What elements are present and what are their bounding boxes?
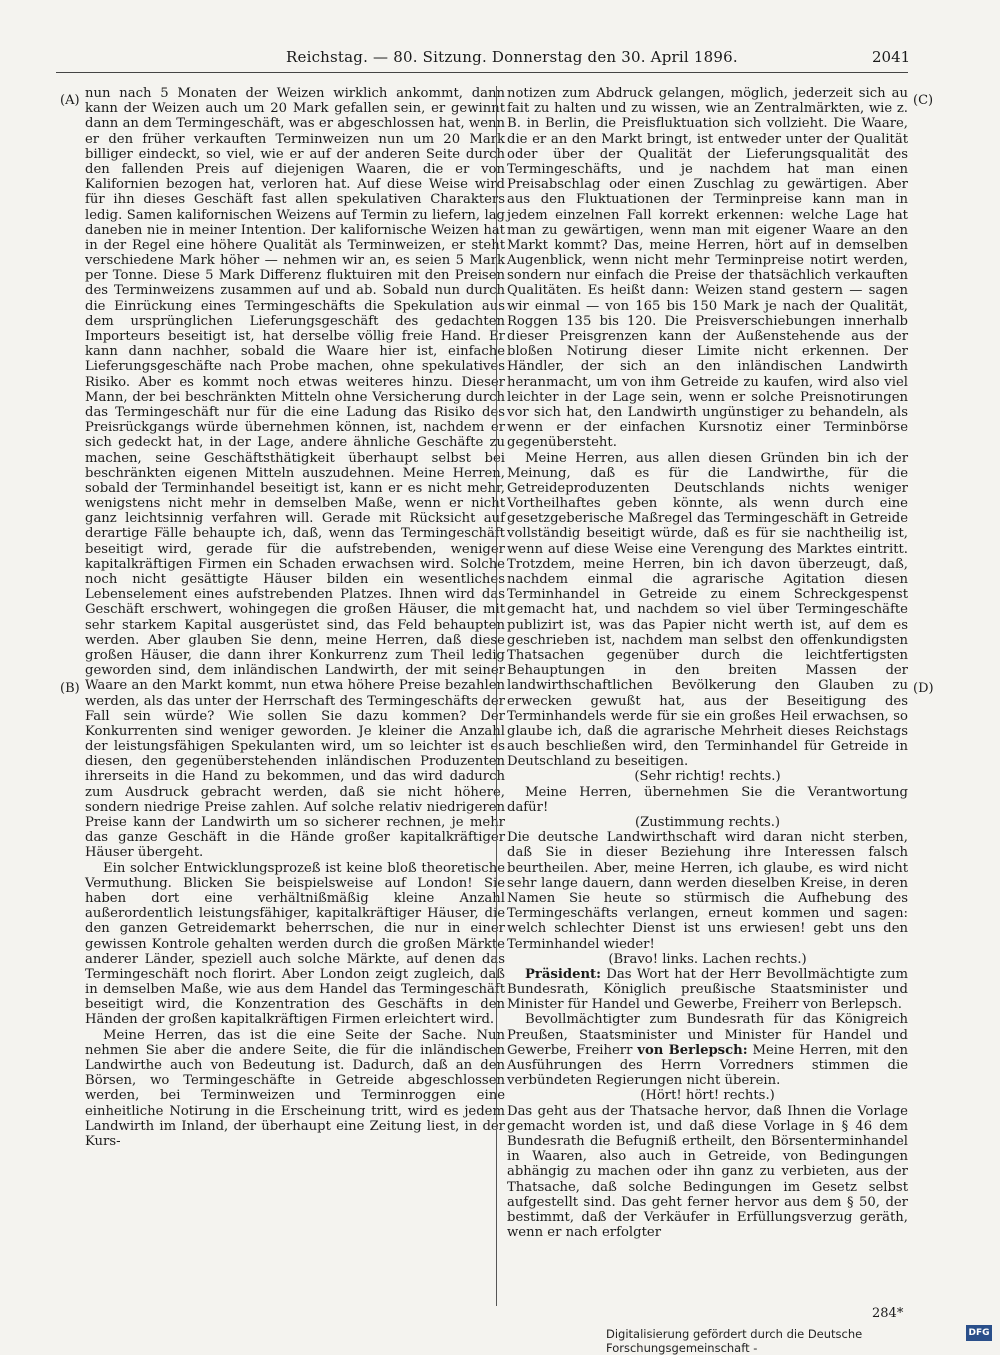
digitization-credit: Digitalisierung gefördert durch die Deutsche Forschungsgemeinschaft - [606,1327,863,1355]
running-title: Reichstag. — 80. Sitzung. Donnerstag den 30. April 1896. [286,48,738,66]
berlepsch-intro: Bevollmächtigter zum Bundesrath für das Königreich Preußen, Staatsminister und Minister für Handel und Gewerbe, Freiherr [507,1012,908,1058]
signature-mark: 284* [872,1306,904,1321]
left-column [85,86,505,1149]
header-rule [56,72,908,73]
right-column [507,86,908,1240]
margin-marker-b: (B) [60,681,80,696]
right-paragraph-2: Meine Herren, aus allen diesen Gründen bin ich der Meinung, daß es für die Landwirthe, für die Getreideproduzenten Deutschlands nichts weniger Vortheilhaftes geben könnte, als wenn durch eine gesetzgeberische Maßregel das Termingeschäft in Getreide vollständig beseitigt würde, daß es für sie nachtheilig ist, wenn auf diese Weise eine Verengung des Marktes eintritt. Trotzdem, meine Herren, bin ich davon überzeugt, daß, nachdem einmal die agrarische Agitation diesen Terminhandel in Getreide zu einem Schreckgespenst gemacht hat, und nachdem so viel über Termingeschäfte publizirt ist, was das Papier nicht werth ist, auf dem es geschrieben ist, nachdem man selbst den offenkundigsten Thatsachen gegenüber durch die leichtfertigsten Behauptungen in den breiten Massen der landwirthschaftlichen Bevölkerung den Glauben zu erwecken gewußt hat, aus der Beseitigung des Terminhandels werde für sie ein großes Heil erwachsen, so glaube ich, daß die agrarische Mehrheit dieses Reichstags auch beschließen wird, den Terminhandel für Getreide in Deutschland zu beseitigen. [507,450,908,770]
margin-marker-d: (D) [913,681,934,696]
speaker-label-berlepsch: von Berlepsch: [637,1042,748,1058]
margin-marker-c: (C) [913,93,934,108]
page-number: 2041 [872,48,911,66]
margin-marker-a: (A) [60,93,80,108]
interjection-2: (Zustimmung rechts.) [634,815,781,830]
interjection-3: (Bravo! links. Lachen rechts.) [608,951,807,967]
left-paragraph-3: Meine Herren, das ist die eine Seite der Sache. Nun nehmen Sie aber die andere Seite, die für die inländischen Landwirthe auch von Bedeutung ist. Dadurch, daß an den Börsen, wo Termingeschäfte in Getreide abgeschlossen werden, bei Terminweizen und Terminroggen eine einheitliche Notirung in die Erscheinung tritt, wird es jedem Landwirth im Inland, der überhaupt eine Zeitung liest, in der Kurs- [85,1027,505,1149]
column-divider [496,86,497,1306]
berlepsch-statement [507,1012,908,1088]
left-paragraph-2: Ein solcher Entwicklungsprozeß ist keine bloß theoretische Vermuthung. Blicken Sie beispielsweise auf London! Sie haben dort eine verhältnißmäßig kleine Anzahl außerordentlich leistungsfähiger, kapitalkräftiger Häuser, die den ganzen Getreidemarkt beherrschen, die nur in einer gewissen Kontrole gehalten werden durch die großen Märkte anderer Länder, speziell auch solche Märkte, auf denen das Termingeschäft noch florirt. Aber London zeigt zugleich, daß in demselben Maße, wie aus dem Handel das Termingeschäft beseitigt wird, die Konzentration des Geschäfts in den Händen der großen kapitalkräftigen Firmen erleichtert wird. [85,860,505,1028]
right-paragraph-4: Die deutsche Landwirthschaft wird daran nicht sterben, daß Sie in dieser Beziehung ihre Interessen falsch beurtheilen. Aber, meine Herren, ich glaube, es wird nicht sehr lange dauern, dann werden dieselben Kreise, in deren Namen Sie heute so stürmisch die Aufhebung des Termingeschäfts verlangen, erneut kommen und sagen: welch schlechter Dienst ist uns erwiesen! gebt uns den Terminhandel wieder! [507,830,908,952]
interjection-1: (Sehr richtig! rechts.) [634,769,781,785]
right-paragraph-3: Meine Herren, übernehmen Sie die Verantwortung dafür! [507,784,908,815]
speaker-label-president: Präsident: [525,966,602,982]
page-header [0,48,1000,70]
left-paragraph-1: nun nach 5 Monaten der Weizen wirklich ankommt, dann kann der Weizen auch um 20 Mark gefallen sein, er gewinnt dann an dem Termingeschäft, was er abgeschlossen hat, wenn er den früher verkauften Terminweizen nun um 20 Mark billiger eindeckt, so viel, wie er auf der anderen Seite durch den fallenden Preis auf diejenigen Waaren, die er von Kalifornien bezogen hat, verloren hat. Auf diese Weise wird für ihn dieses Geschäft fast allen spekulativen Charakters ledig. Samen kalifornischen Weizens auf Termin zu liefern, lag daneben nie in meiner Intention. Der kalifornische Weizen hat in der Regel eine höhere Qualität als Terminweizen, er steht verschiedene Mark höher — nehmen wir an, es seien 5 Mark per Tonne. Diese 5 Mark Differenz fluktuiren mit den Preisen des Terminweizens zusammen auf und ab. Sobald nun durch die Einrückung eines Termingeschäfts die Spekulation aus dem ursprünglichen Lieferungsgeschäft des gedachten Importeurs beseitigt ist, hat derselbe völlig freie Hand. Er kann dann nachher, sobald die Waare hier ist, einfache Lieferungsgeschäfte nach Probe machen, ohne spekulatives Risiko. Aber es kommt noch etwas weiteres hinzu. Dieser Mann, der bei beschränkten Mitteln ohne Versicherung durch das Termingeschäft nur für die eine Ladung das Risiko des Preisrückgangs würde übernehmen können, ist, nachdem er sich gedeckt hat, in der Lage, andere ähnliche Geschäfte zu machen, seine Geschäftsthätigkeit überhaupt selbst bei beschränkten eigenen Mitteln auszudehnen. Meine Herren, sobald der Terminhandel beseitigt ist, kann er es nicht mehr, wenigstens nicht mehr in demselben Maße, wenn er nicht ganz leichtsinnig verfahren will. Gerade mit Rücksicht auf derartige Fälle behaupte ich, daß, wenn das Termingeschäft beseitigt wird, gerade für die aufstrebenden, weniger kapitalkräftigen Firmen ein Schaden erwachsen wird. Solche noch nicht gesättigte Häuser bilden ein wesentliches Lebenselement eines aufstrebenden Platzes. Ihnen wird das Geschäft erschwert, wohingegen die großen Häuser, die mit sehr starkem Kapital ausgerüstet sind, das Feld behaupten werden. Aber glauben Sie denn, meine Herren, daß diese großen Häuser, die dann ihrer Konkurrenz zum Theil ledig geworden sind, dem inländischen Landwirth, der mit seiner Waare an den Markt kommt, nun etwa höhere Preise bezahlen werden, als das unter der Herrschaft des Termingeschäfts der Fall sein würde? Wie sollen Sie dazu kommen? Der Konkurrenten sind weniger geworden. Je kleiner die Anzahl der leistungsfähigen Spekulanten wird, um so leichter ist es diesen, den gegenüberstehenden inländischen Produzenten ihrerseits in die Hand zu bekommen, und das wird dadurch zum Ausdruck gebracht werden, daß sie nicht höhere, sondern niedrige Preise zahlen. Auf solche relativ niedrigeren Preise kann der Landwirth um so sicherer rechnen, je mehr das ganze Geschäft in die Hände großer kapitalkräftiger Häuser übergeht. [85,86,505,861]
right-paragraph-1: notizen zum Abdruck gelangen, möglich, jederzeit sich au fait zu halten und zu wissen, wie an Zentralmärkten, wie z. B. in Berlin, die Preisfluktuation sich vollzieht. Die Waare, die er an den Markt bringt, ist entweder unter der Qualität oder über der Qualität der Lieferungsqualität des Termingeschäfts, und je nachdem hat man einen Preisabschlag oder einen Zuschlag zu gewärtigen. Aber aus den Fluktuationen der Terminpreise kann man in jedem einzelnen Fall korrekt erkennen: welche Lage hat man zu gewärtigen, wenn man mit eigener Waare an den Markt kommt? Das, meine Herren, hört auf in demselben Augenblick, wenn nicht mehr Terminpreise notirt werden, sondern nur einfach die Preise der thatsächlich verkauften Qualitäten. Es heißt dann: Weizen stand gestern — sagen wir einmal — von 165 bis 150 Mark je nach der Qualität, Roggen 135 bis 120. Die Preisverschiebungen innerhalb dieser Preisgrenzen kann der Außenstehende aus der bloßen Notirung dieser Limite nicht erkennen. Der Händler, der sich an den inländischen Landwirth heranmacht, um von ihm Getreide zu kaufen, wird also viel leichter in der Lage sein, wenn er solche Preisnotirungen vor sich hat, den Landwirth ungünstiger zu behandeln, als wenn er der einfachen Kursnotiz einer Terminbörse gegenübersteht. [507,86,908,451]
president-statement [507,967,908,1013]
dfg-logo: DFG [966,1325,992,1341]
interjection-4: (Hört! hört! rechts.) [640,1088,775,1104]
right-paragraph-7: Das geht aus der Thatsache hervor, daß Ihnen die Vorlage gemacht worden ist, und daß diese Vorlage in § 46 dem Bundesrath die Befugniß ertheilt, den Börsenterminhandel in Waaren, also auch in Getreide, von Bedingungen abhängig zu machen oder ihn ganz zu verbieten, aus der Thatsache, daß solche Bedingungen im Gesetz selbst aufgestellt sind. Das geht ferner hervor aus dem § 50, der bestimmt, daß der Verkäufer in Erfüllungsverzug geräth, wenn er nach erfolgter [507,1103,908,1241]
berlepsch-text: Meine Herren, mit den Ausführungen des Herrn Vorredners stimmen die verbündeten Regierungen nicht überein. [507,1042,909,1089]
president-text: Das Wort hat der Herr Bevollmächtigte zum Bundesrath, Königlich preußische Staatsminister und Minister für Handel und Gewerbe, Freiherr von Berlepsch. [507,966,909,1013]
